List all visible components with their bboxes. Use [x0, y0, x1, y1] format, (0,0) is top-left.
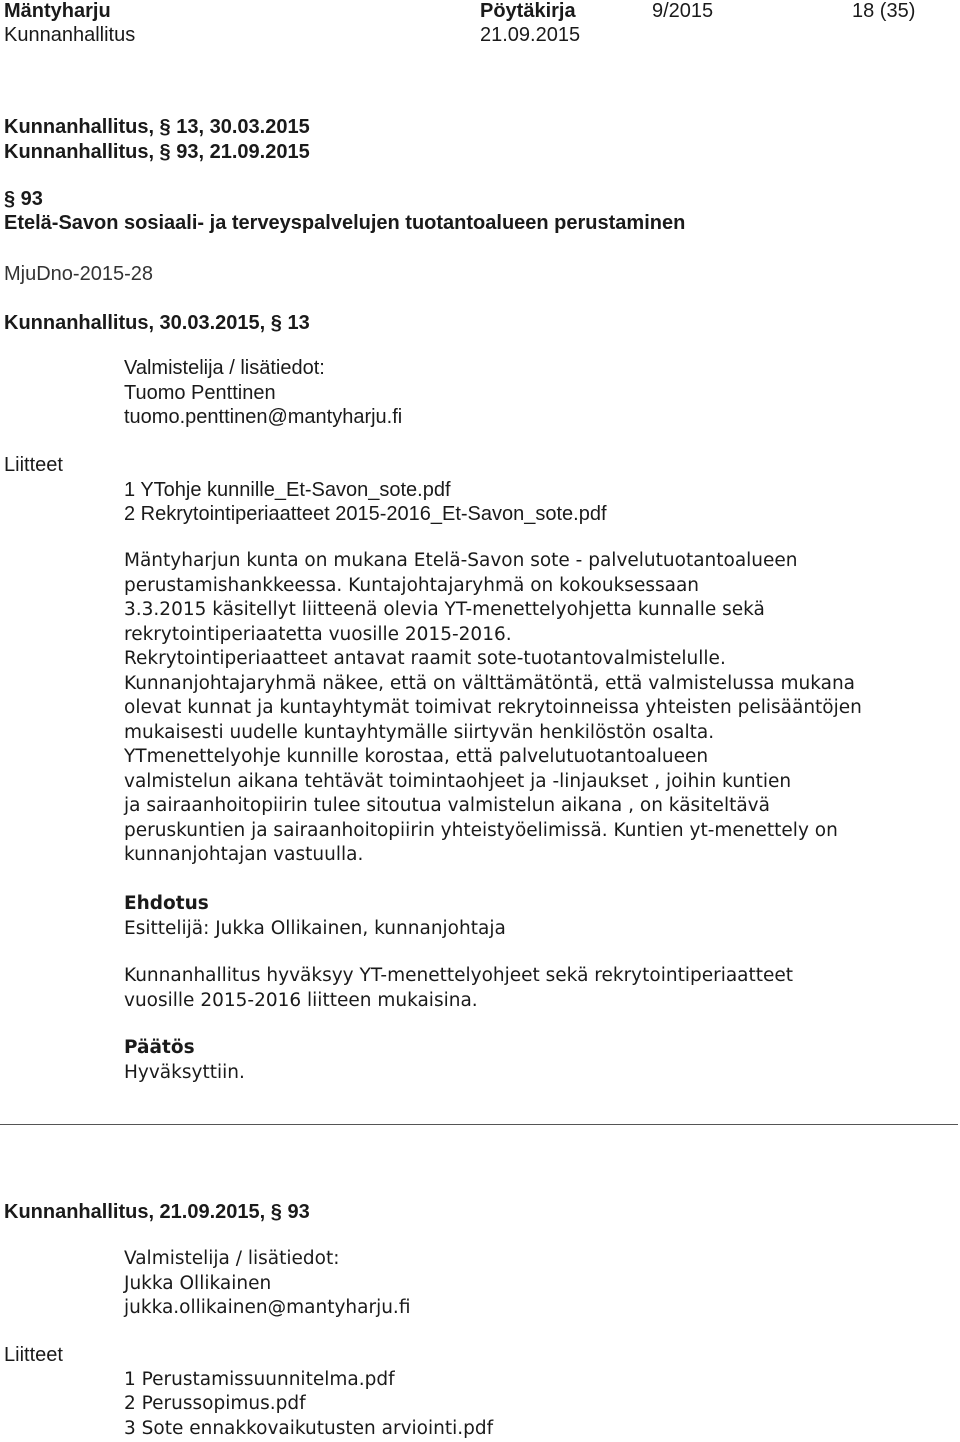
- body-line: Rekrytointiperiaatteet antavat raamit sote-tuotantovalmistelulle.: [124, 648, 726, 669]
- section1-preparer-name: Tuomo Penttinen: [124, 382, 276, 404]
- item-title: Etelä-Savon sosiaali- ja terveyspalvelujen tuotantoalueen perustaminen: [4, 212, 686, 234]
- decision-text: Hyväksyttiin.: [124, 1062, 245, 1083]
- header-doc-number: 9/2015: [652, 0, 714, 22]
- section1-attachment[interactable]: 2 Rekrytointiperiaatteet 2015-2016_Et-Savon_sote.pdf: [124, 503, 607, 525]
- decision-heading: Päätös: [124, 1037, 195, 1058]
- section-divider: [0, 1124, 958, 1125]
- body-line: rekrytointiperiaatetta vuosille 2015-2016.: [124, 623, 512, 645]
- section2-attachment[interactable]: 3 Sote ennakkovaikutusten arviointi.pdf: [124, 1418, 494, 1439]
- proposal-heading: Ehdotus: [124, 893, 209, 914]
- body-line: 3.3.2015 käsitellyt liitteenä olevia YT-menettelyohjetta kunnalle sekä: [124, 599, 765, 620]
- body-line: mukaisesti uudelle kuntayhtymälle siirtyvän henkilöstön osalta.: [124, 721, 715, 743]
- case-id: MjuDno-2015-28: [4, 263, 153, 285]
- section1-attachments-label: Liitteet: [4, 454, 63, 476]
- section1-preparer-label: Valmistelija / lisätiedot:: [124, 357, 325, 379]
- section2-preparer-label: Valmistelija / lisätiedot:: [124, 1248, 340, 1269]
- section1-body: [124, 550, 944, 880]
- reference-1: Kunnanhallitus, § 13, 30.03.2015: [4, 116, 310, 138]
- proposal-line: Kunnanhallitus hyväksyy YT-menettelyohjeet sekä rekrytointiperiaatteet: [124, 965, 794, 986]
- section2-preparer-name: Jukka Ollikainen: [124, 1273, 272, 1294]
- header-municipality: Mäntyharju: [4, 0, 111, 22]
- section2-attachment[interactable]: 2 Perussopimus.pdf: [124, 1393, 306, 1414]
- body-line: YTmenettelyohje kunnille korostaa, että palvelutuotantoalueen: [124, 746, 709, 767]
- body-line: ja sairaanhoitopiirin tulee sitoutua valmistelun aikana , on käsiteltävä: [124, 795, 770, 816]
- header-body: Kunnanhallitus: [4, 24, 136, 46]
- body-line: olevat kunnat ja kuntayhtymät toimivat rekrytoinneissa yhteisten pelisääntöjen: [124, 697, 862, 718]
- section2-preparer-email: jukka.ollikainen@mantyharju.fi: [124, 1297, 411, 1318]
- body-line: valmistelun aikana tehtävät toimintaohjeet ja -linjaukset , joihin kuntien: [124, 770, 792, 792]
- body-line: kunnanjohtajan vastuulla.: [124, 844, 364, 865]
- reference-2: Kunnanhallitus, § 93, 21.09.2015: [4, 141, 310, 163]
- section1-attachment[interactable]: 1 YTohje kunnille_Et-Savon_sote.pdf: [124, 479, 451, 501]
- header-meeting-date: 21.09.2015: [480, 24, 581, 46]
- header-doc-type: Pöytäkirja: [480, 0, 576, 22]
- item-number: § 93: [4, 188, 43, 210]
- section2-heading: Kunnanhallitus, 21.09.2015, § 93: [4, 1201, 310, 1223]
- section1-heading: Kunnanhallitus, 30.03.2015, § 13: [4, 312, 310, 334]
- body-line: peruskuntien ja sairaanhoitopiirin yhteistyöelimissä. Kuntien yt-menettely on: [124, 819, 838, 841]
- body-line: Kunnanjohtajaryhmä näkee, että on välttämätöntä, että valmistelussa mukana: [124, 672, 856, 694]
- section2-attachment[interactable]: 1 Perustamissuunnitelma.pdf: [124, 1369, 395, 1390]
- header-page: 18 (35): [852, 0, 916, 22]
- presenter: Esittelijä: Jukka Ollikainen, kunnanjohtaja: [124, 918, 506, 939]
- section1-preparer-email: tuomo.penttinen@mantyharju.fi: [124, 406, 403, 428]
- proposal-line: vuosille 2015-2016 liitteen mukaisina.: [124, 990, 478, 1011]
- body-line: Mäntyharjun kunta on mukana Etelä-Savon sote - palvelutuotantoalueen: [124, 550, 798, 571]
- body-line: perustamishankkeessa. Kuntajohtajaryhmä on kokouksessaan: [124, 574, 699, 596]
- section2-attachments-label: Liitteet: [4, 1344, 63, 1366]
